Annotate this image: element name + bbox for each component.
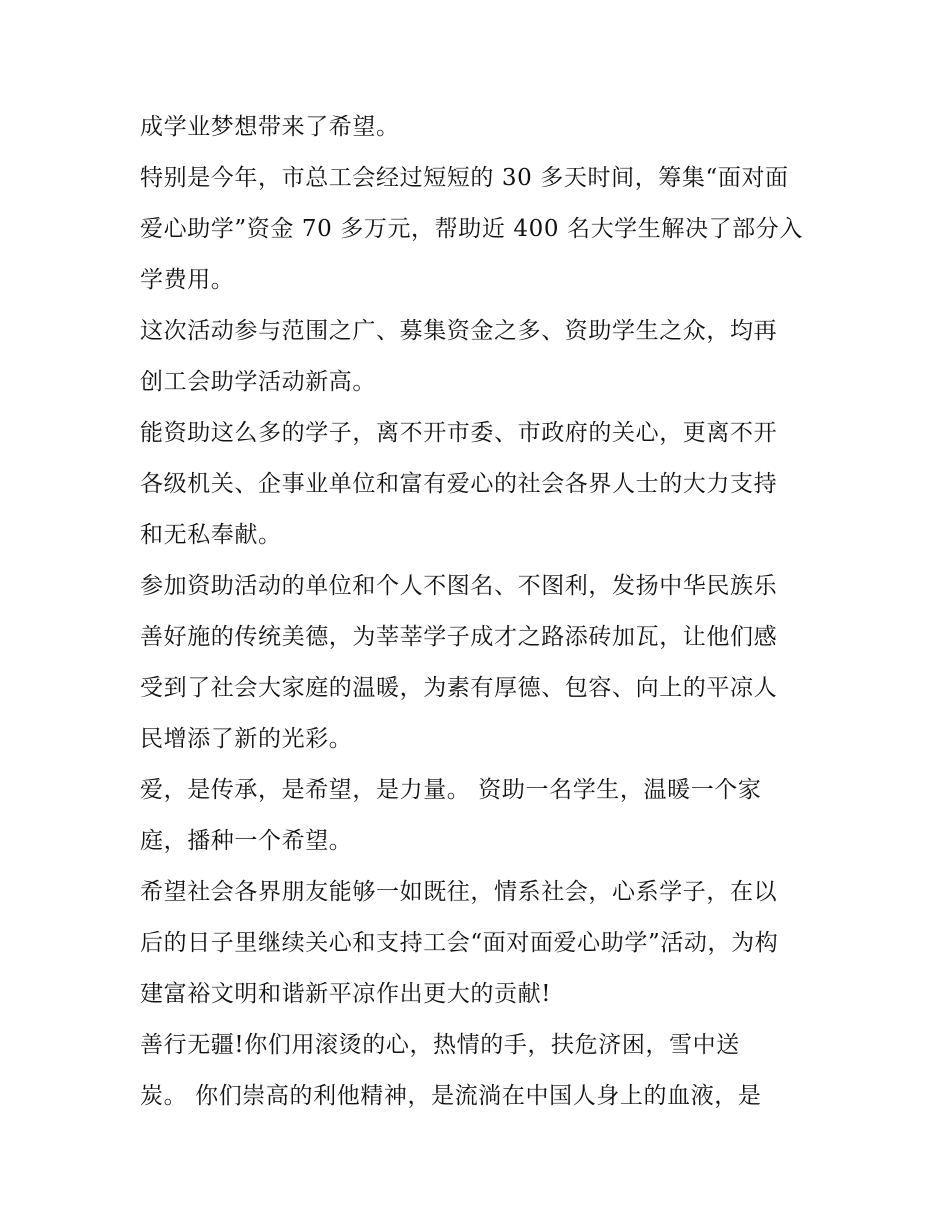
document-body (140, 102, 820, 1122)
text-line: 这次活动参与范围之广、募集资金之多、资助学生之众，均再 (140, 318, 778, 344)
text-line: 民增添了新的光彩。 (140, 726, 353, 752)
text-line: 和无私奉献。 (140, 522, 282, 548)
text-line: 炭。 你们崇高的利他精神，是流淌在中国人身上的血液，是 (140, 1083, 762, 1109)
text-line: 特别是今年，市总工会经过短短的 30 多天时间，筹集“面对面 (140, 165, 789, 191)
text-line: 后的日子里继续关心和支持工会“面对面爱心助学”活动，为构 (140, 930, 779, 956)
text-line: 希望社会各界朋友能够一如既往，情系社会，心系学子，在以 (140, 879, 778, 905)
text-line: 庭，播种一个希望。 (140, 828, 353, 854)
text-line: 能资助这么多的学子，离不开市委、市政府的关心，更离不开 (140, 420, 778, 446)
text-line: 善行无疆!你们用滚烫的心，热情的手，扶危济困，雪中送 (140, 1032, 740, 1058)
text-line: 成学业梦想带来了希望。 (140, 114, 400, 140)
text-line: 参加资助活动的单位和个人不图名、不图利，发扬中华民族乐 (140, 573, 778, 599)
text-line: 各级机关、企事业单位和富有爱心的社会各界人士的大力支持 (140, 471, 778, 497)
text-line: 善好施的传统美德，为莘莘学子成才之路添砖加瓦，让他们感 (140, 624, 778, 650)
text-line: 学费用。 (140, 267, 235, 293)
text-line: 建富裕文明和谐新平凉作出更大的贡献! (140, 981, 552, 1007)
text-line: 受到了社会大家庭的温暖，为素有厚德、包容、向上的平凉人 (140, 675, 778, 701)
text-line: 爱，是传承，是希望，是力量。 资助一名学生，温暖一个家 (140, 777, 762, 803)
text-line: 创工会助学活动新高。 (140, 369, 376, 395)
text-line: 爱心助学”资金 70 多万元，帮助近 400 名大学生解决了部分入 (140, 216, 803, 242)
